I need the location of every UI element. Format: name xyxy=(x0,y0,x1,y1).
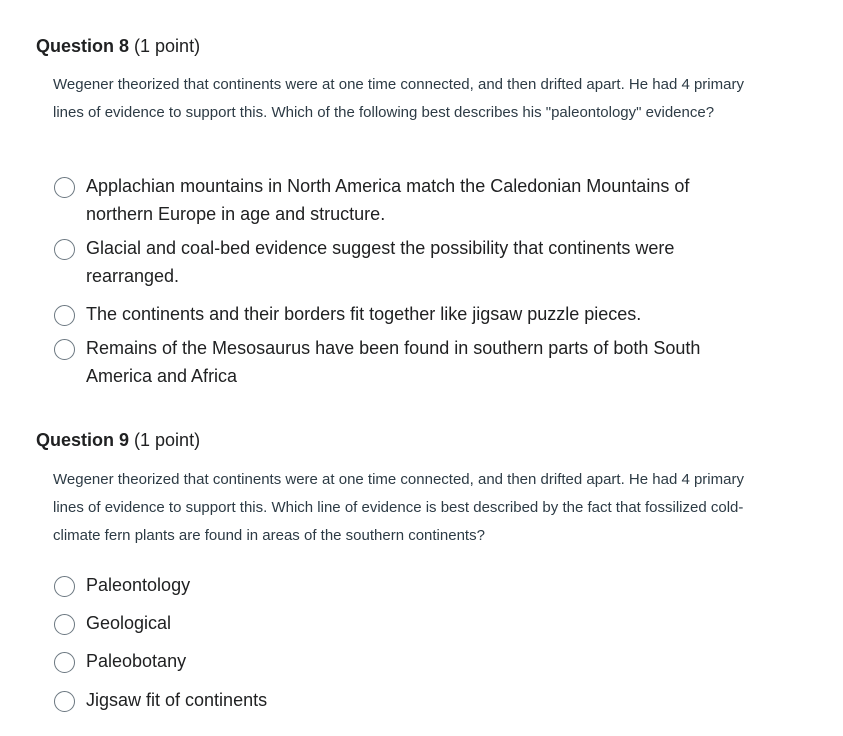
answer-option[interactable] xyxy=(54,609,754,637)
radio-button[interactable] xyxy=(54,576,75,597)
answer-option-label[interactable]: Glacial and coal-bed evidence suggest the possibility that continents were rearranged. xyxy=(86,238,675,286)
answer-option[interactable] xyxy=(54,686,754,714)
question-number: Question 9 xyxy=(36,430,130,450)
answer-option[interactable] xyxy=(54,300,754,328)
question-heading xyxy=(36,429,200,451)
radio-button[interactable] xyxy=(54,239,75,260)
question-prompt: Wegener theorized that continents were at one time connected, and then drifted apart. He had 4 primary lines of evidence to support this. Which line of evidence is best described by the fact that fossilized cold-climate fern plants are found in areas of the southern continents? xyxy=(53,471,744,544)
radio-button[interactable] xyxy=(54,691,75,712)
answer-option-label[interactable]: Paleontology xyxy=(86,575,191,595)
answer-option[interactable] xyxy=(54,571,754,599)
radio-button[interactable] xyxy=(54,305,75,326)
radio-button[interactable] xyxy=(54,652,75,673)
radio-button[interactable] xyxy=(54,339,75,360)
question-points: (1 point) xyxy=(134,36,201,56)
radio-button[interactable] xyxy=(54,177,75,198)
answer-option-label[interactable]: Paleobotany xyxy=(86,651,187,671)
answer-option[interactable] xyxy=(54,172,754,228)
answer-option-label[interactable]: Geological xyxy=(86,613,172,633)
answer-option[interactable] xyxy=(54,334,754,390)
radio-button[interactable] xyxy=(54,614,75,635)
answer-option[interactable] xyxy=(54,647,754,675)
answer-option-label[interactable]: Remains of the Mesosaurus have been found in southern parts of both South America and Africa xyxy=(86,338,701,386)
question-points: (1 point) xyxy=(134,430,201,450)
answer-option-label[interactable]: The continents and their borders fit together like jigsaw puzzle pieces. xyxy=(86,304,642,324)
question-prompt: Wegener theorized that continents were at one time connected, and then drifted apart. He had 4 primary lines of evidence to support this. Which of the following best describes his "paleontology" evidence? xyxy=(53,76,744,121)
answer-option-label[interactable]: Applachian mountains in North America match the Caledonian Mountains of northern Europe in age and structure. xyxy=(86,176,690,224)
question-number: Question 8 xyxy=(36,36,130,56)
answer-option-label[interactable]: Jigsaw fit of continents xyxy=(86,690,268,710)
question-heading xyxy=(36,35,200,57)
answer-option[interactable] xyxy=(54,234,754,290)
